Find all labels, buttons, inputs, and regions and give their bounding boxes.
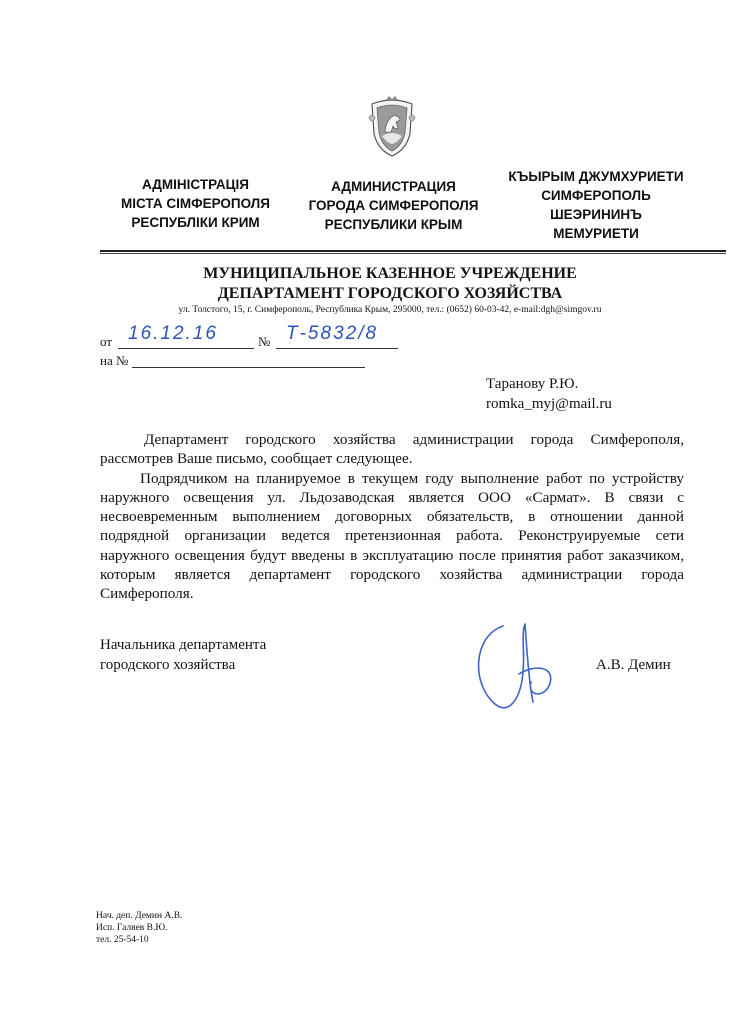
recipient-name: Таранову Р.Ю. — [486, 376, 579, 392]
body-paragraph: Подрядчиком на планируемое в текущем году выполнение работ по устройству наружного освещения ул. Льдозаводская является ООО «Сармат». В связи с несвоевременным выполнением договорных обязательств, в отношении данной подрядной организации ведется претензионная работа. Реконструируемые сети наружного освещения будут введены в эксплуатацию после принятия работ заказчиком, которым является департамент городского хозяйства администрации города Симферополя. — [100, 469, 684, 603]
crimea-emblem-icon — [366, 96, 418, 158]
date-line — [118, 348, 254, 349]
body-paragraph: Департамент городского хозяйства администрации города Симферополя, рассмотрев Ваше письмо, сообщает следующее. — [100, 431, 684, 468]
recipient-block — [486, 374, 612, 414]
recipient-email: romka_myj@mail.ru — [486, 396, 612, 412]
reference-line — [132, 367, 365, 368]
executor-info — [96, 910, 182, 946]
header-line: АДМИНИСТРАЦИЯ — [331, 179, 456, 194]
header-line: МІСТА СІМФЕРОПОЛЯ — [121, 196, 270, 211]
header-divider — [100, 250, 726, 252]
letter-body — [100, 430, 684, 604]
header-line: ГОРОДА СИМФЕРОПОЛЯ — [308, 198, 479, 213]
header-russian — [296, 177, 491, 234]
org-line-1: МУНИЦИПАЛЬНОЕ КАЗЕННОЕ УЧРЕЖДЕНИЕ — [203, 265, 577, 282]
signatory-title-line: городского хозяйства — [100, 657, 236, 673]
footer-line: Исп. Галяев В.Ю. — [96, 923, 168, 933]
signatory-name: А.В. Демин — [596, 657, 671, 673]
handwritten-date: 16.12.16 — [128, 323, 218, 344]
handwritten-signature — [465, 612, 575, 722]
header-line: РЕСПУБЛИКИ КРЫМ — [324, 217, 463, 232]
header-crimean-tatar — [496, 167, 696, 243]
header-line: ШЕЭРИНИНЪ — [550, 207, 642, 222]
header-line: РЕСПУБЛІКИ КРИМ — [131, 215, 260, 230]
from-label: от — [100, 334, 113, 349]
header-line: МЕМУРИЕТИ — [553, 226, 639, 241]
number-line — [276, 348, 398, 349]
organization-address: ул. Толстого, 15, г. Симферополь, Республика Крым, 295000, тел.: (0652) 60-03-42, e-mail:dgh@simgov.ru — [178, 305, 602, 315]
number-label: № — [258, 334, 271, 349]
signatory-title-line: Начальника департамента — [100, 637, 267, 653]
header-ukrainian — [108, 175, 283, 232]
header-divider-thin — [100, 253, 726, 254]
handwritten-number: Т-5832/8 — [286, 323, 379, 344]
reference-label: на № — [100, 353, 129, 368]
header-line: СИМФЕРОПОЛЬ — [541, 188, 651, 203]
footer-line: тел. 25-54-10 — [96, 935, 149, 945]
organization-name — [100, 264, 680, 304]
header-line: АДМІНІСТРАЦІЯ — [142, 177, 249, 192]
signatory-title — [100, 635, 266, 675]
header-line: КЪЫРЫМ ДЖУМХУРИЕТИ — [508, 169, 684, 184]
org-line-2: ДЕПАРТАМЕНТ ГОРОДСКОГО ХОЗЯЙСТВА — [217, 285, 563, 302]
footer-line: Нач. деп. Демин А.В. — [96, 911, 183, 921]
